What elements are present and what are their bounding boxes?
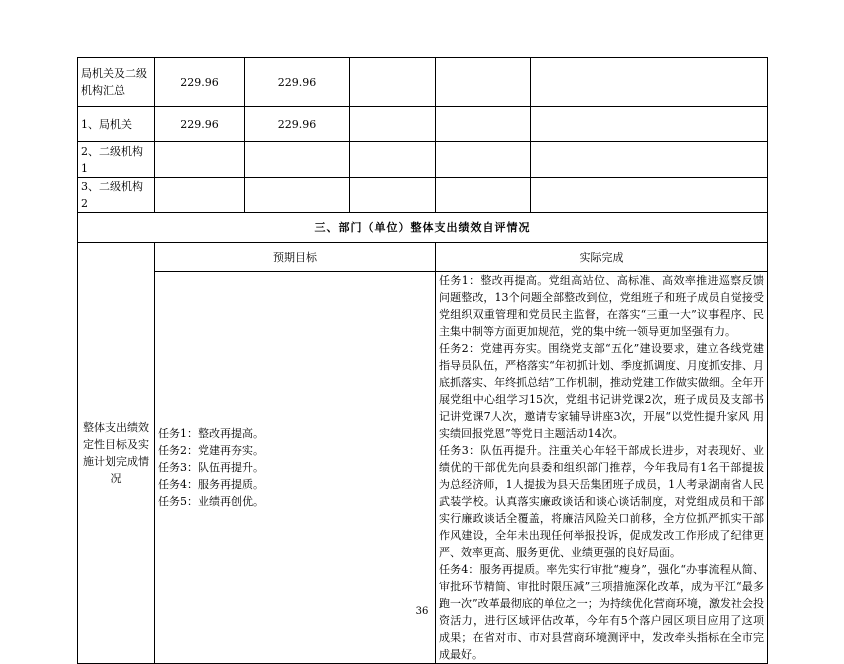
performance-table bbox=[77, 57, 768, 664]
value-cell bbox=[245, 178, 350, 213]
empty-cell bbox=[350, 107, 436, 142]
target-item: 任务1：整改再提高。 bbox=[158, 427, 264, 440]
planned-header: 预期目标 bbox=[155, 243, 436, 272]
actual-paragraph: 任务3：队伍再提升。注重关心年轻干部成长进步，对表现好、业绩优的干部优先向县委和组织部门推荐，今年我局有1名干部提拔为总经济师，1人提拔为县天岳集团班子成员，1人考录湖南省人民武装学校。认真落实廉政谈话和谈心谈话制度，对党组成员和干部实行廉政谈话全覆盖，将廉洁风险关口前移，全方位抓严抓实干部作风建设，全年未出现任何举报投诉，促成发改工作形成了纪律更严、效率更高、服务更优、业绩更强的良好局面。 bbox=[439, 444, 764, 559]
empty-cell bbox=[436, 107, 531, 142]
content-row bbox=[78, 272, 768, 664]
actual-paragraph: 任务2：党建再夯实。围绕党支部“五化”建设要求，建立各线党建指导员队伍，严格落实“年初抓计划、季度抓调度、月度抓安排、月底抓落实、年终抓总结”工作机制，推动党建工作做实做细。全年开展党组中心组学习15次，党组书记讲党课2次，班子成员及支部书记讲党课7人次，邀请专家辅导讲座3次，开展“以党性提升家风 用实绩回报党恩”等党日主题活动14次。 bbox=[439, 342, 764, 440]
row-label: 2、二级机构 1 bbox=[78, 142, 155, 178]
value-cell bbox=[155, 142, 245, 178]
empty-cell bbox=[531, 178, 768, 213]
row-label: 1、局机关 bbox=[78, 107, 155, 142]
empty-cell bbox=[350, 142, 436, 178]
actual-header: 实际完成 bbox=[436, 243, 768, 272]
value-cell bbox=[245, 142, 350, 178]
section-title-row bbox=[78, 213, 768, 243]
table-row bbox=[78, 107, 768, 142]
empty-cell bbox=[531, 58, 768, 107]
value-cell: 229.96 bbox=[155, 58, 245, 107]
left-category-label: 整体支出绩效定性目标及实施计划完成情况 bbox=[78, 243, 155, 664]
header-row bbox=[78, 243, 768, 272]
empty-cell bbox=[436, 178, 531, 213]
actual-paragraph: 任务1：整改再提高。党组高站位、高标准、高效率推进巡察反馈问题整改，13个问题全部整改到位，党组班子和班子成员自觉接受党组织双重管理和党员民主监督，在落实“三重一大”议事程序、民主集中制等方面更加规范，党的集中统一领导更加坚强有力。 bbox=[439, 274, 764, 338]
value-cell: 229.96 bbox=[245, 58, 350, 107]
actual-paragraph: 任务4：服务再提质。率先实行审批“瘦身”，强化“办事流程从简、审批环节精简、审批时限压减”三项措施深化改革，成为平江“最多跑一次”改革最彻底的单位之一；为持续优化营商环境，激发社会投资活力，进行区域评估改革，今年有5个落户园区项目应用了这项成果；在省对市、市对县营商环境测评中，发改牵头指标在全市完成最好。 bbox=[439, 563, 764, 661]
planned-targets bbox=[155, 272, 436, 664]
empty-cell bbox=[531, 107, 768, 142]
table-row bbox=[78, 142, 768, 178]
section-title: 三、部门（单位）整体支出绩效自评情况 bbox=[78, 213, 768, 243]
table-row bbox=[78, 58, 768, 107]
target-item: 任务4：服务再提质。 bbox=[158, 478, 264, 491]
value-cell: 229.96 bbox=[155, 107, 245, 142]
row-label: 3、二级机构 2 bbox=[78, 178, 155, 213]
actual-completion bbox=[436, 272, 768, 664]
value-cell: 229.96 bbox=[245, 107, 350, 142]
target-item: 任务2：党建再夯实。 bbox=[158, 444, 264, 457]
target-item: 任务3：队伍再提升。 bbox=[158, 461, 264, 474]
page-number: 36 bbox=[415, 606, 429, 617]
row-label: 局机关及二级机构汇总 bbox=[78, 58, 155, 107]
empty-cell bbox=[350, 58, 436, 107]
empty-cell bbox=[436, 58, 531, 107]
empty-cell bbox=[531, 142, 768, 178]
target-item: 任务5：业绩再创优。 bbox=[158, 495, 264, 508]
value-cell bbox=[155, 178, 245, 213]
table-row bbox=[78, 178, 768, 213]
empty-cell bbox=[436, 142, 531, 178]
empty-cell bbox=[350, 178, 436, 213]
